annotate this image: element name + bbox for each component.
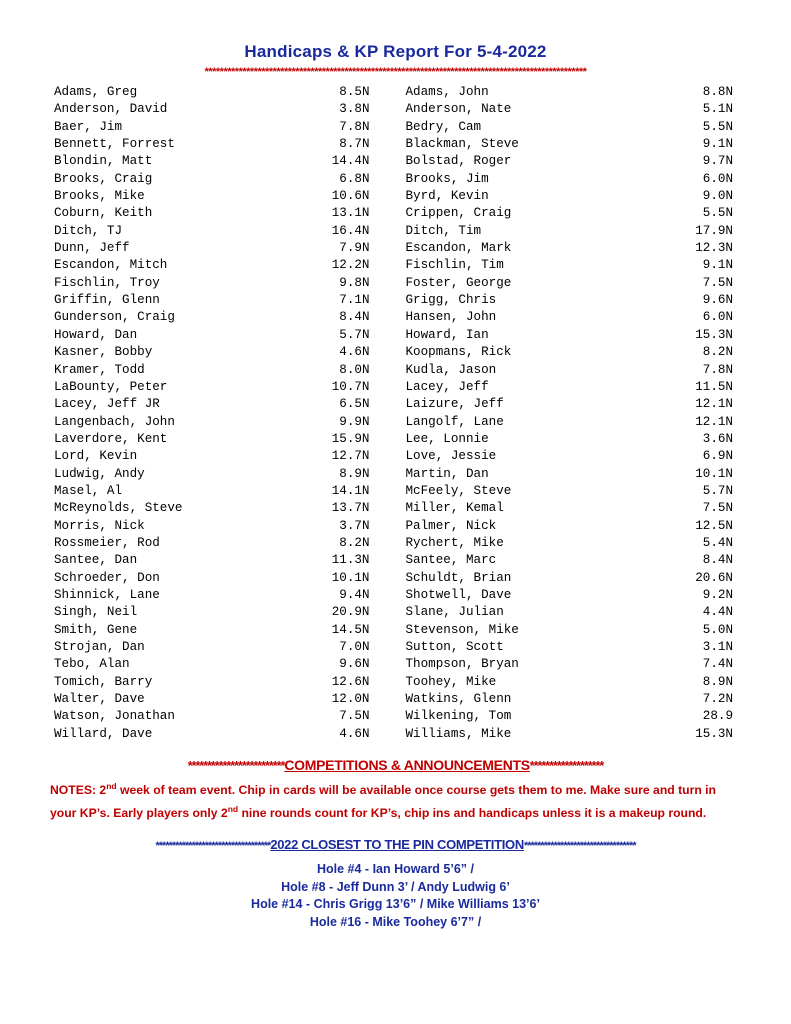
player-handicap: 9.2N bbox=[702, 587, 733, 602]
roster-row bbox=[54, 466, 396, 483]
roster-row bbox=[406, 483, 744, 500]
player-handicap: 12.2N bbox=[331, 258, 370, 273]
player-handicap: 9.0N bbox=[702, 189, 733, 204]
notes-line1-sup: nd bbox=[106, 781, 117, 792]
player-name: Bolstad, Roger bbox=[405, 154, 512, 169]
roster-row bbox=[54, 362, 396, 379]
player-handicap: 5.7N bbox=[702, 483, 733, 498]
player-handicap: 5.7N bbox=[339, 327, 370, 342]
player-handicap: 5.5N bbox=[702, 119, 733, 134]
player-name: Shinnick, Lane bbox=[54, 587, 160, 602]
roster-row bbox=[54, 691, 396, 708]
player-name: Miller, Kemal bbox=[405, 501, 504, 516]
roster-row bbox=[54, 101, 396, 118]
player-name: Strojan, Dan bbox=[54, 640, 145, 654]
player-handicap: 16.4N bbox=[331, 223, 370, 238]
competitions-stars-left: ************************* bbox=[187, 759, 285, 774]
player-name: Anderson, Nate bbox=[405, 102, 512, 117]
player-handicap: 9.6N bbox=[339, 657, 370, 672]
notes-line1-a: 2 bbox=[96, 783, 107, 798]
roster-row bbox=[54, 587, 396, 604]
player-name: Santee, Dan bbox=[54, 553, 138, 568]
roster-row bbox=[406, 656, 744, 673]
player-name: Wilkening, Tom bbox=[405, 709, 512, 724]
player-handicap: 7.5N bbox=[702, 501, 733, 516]
player-handicap: 4.4N bbox=[702, 605, 733, 620]
roster-row bbox=[54, 379, 396, 396]
notes-line1-b: week of team event. Chip in cards will be available once course gets them to me. Make sure and turn in bbox=[116, 783, 717, 798]
roster-row bbox=[406, 396, 744, 413]
player-name: Brooks, Jim bbox=[405, 171, 489, 186]
roster-row bbox=[406, 500, 744, 517]
player-name: Anderson, David bbox=[54, 102, 168, 117]
notes-block bbox=[48, 777, 743, 823]
roster-row bbox=[54, 257, 396, 274]
player-name: McReynolds, Steve bbox=[54, 501, 183, 516]
notes-line2-b: nine rounds count for KP’s, chip ins and handicaps unless it is a makeup round. bbox=[238, 806, 707, 821]
player-handicap: 8.9N bbox=[339, 466, 370, 481]
handicap-roster bbox=[48, 84, 743, 743]
player-handicap: 13.1N bbox=[331, 206, 370, 221]
roster-row bbox=[54, 153, 396, 170]
roster-row bbox=[406, 379, 744, 396]
roster-row bbox=[54, 205, 396, 222]
roster-row bbox=[54, 708, 396, 725]
player-name: Ludwig, Andy bbox=[54, 466, 145, 481]
player-handicap: 9.1N bbox=[702, 137, 733, 152]
player-name: Bedry, Cam bbox=[405, 119, 482, 134]
player-handicap: 14.5N bbox=[331, 622, 370, 637]
roster-row bbox=[406, 552, 744, 569]
player-name: Coburn, Keith bbox=[54, 206, 153, 221]
roster-row bbox=[406, 205, 744, 222]
player-name: Gunderson, Craig bbox=[54, 310, 175, 325]
player-handicap: 12.5N bbox=[695, 518, 733, 533]
roster-row bbox=[54, 552, 396, 569]
notes-line-1 bbox=[50, 777, 741, 800]
player-name: Ditch, TJ bbox=[54, 223, 123, 238]
player-name: Masel, Al bbox=[54, 483, 123, 498]
player-handicap: 10.6N bbox=[331, 189, 370, 204]
ctp-stars-right: ********************************** bbox=[523, 840, 636, 853]
ctp-entry: Hole #4 - Ian Howard 5’6” / bbox=[317, 862, 474, 877]
roster-row bbox=[54, 327, 396, 344]
roster-row bbox=[54, 604, 396, 621]
player-handicap: 10.1N bbox=[695, 466, 733, 481]
ctp-header bbox=[48, 837, 743, 852]
roster-row bbox=[54, 119, 396, 136]
player-name: Palmer, Nick bbox=[405, 518, 497, 533]
roster-row bbox=[406, 275, 744, 292]
player-handicap: 12.1N bbox=[695, 397, 733, 412]
player-name: Escandon, Mitch bbox=[54, 258, 168, 273]
player-name: Griffin, Glenn bbox=[54, 293, 160, 308]
player-name: Lacey, Jeff JR bbox=[54, 397, 160, 412]
player-handicap: 12.3N bbox=[695, 241, 733, 256]
player-handicap: 11.3N bbox=[331, 553, 370, 568]
player-handicap: 7.5N bbox=[339, 709, 370, 724]
player-name: Howard, Ian bbox=[405, 327, 489, 342]
roster-row bbox=[54, 448, 396, 465]
player-name: Fischlin, Troy bbox=[54, 275, 160, 290]
player-handicap: 28.9 bbox=[702, 709, 733, 724]
roster-row bbox=[406, 362, 744, 379]
ctp-entry: Hole #14 - Chris Grigg 13’6” / Mike Williams 13’6’ bbox=[251, 897, 540, 912]
player-handicap: 5.0N bbox=[702, 622, 733, 637]
player-handicap: 6.8N bbox=[339, 171, 370, 186]
player-name: Ditch, Tim bbox=[405, 223, 482, 238]
player-name: Morris, Nick bbox=[54, 518, 145, 533]
roster-row bbox=[406, 431, 744, 448]
player-handicap: 7.5N bbox=[702, 275, 733, 290]
notes-label: NOTES: bbox=[50, 783, 97, 798]
player-handicap: 8.8N bbox=[702, 85, 733, 99]
roster-row bbox=[406, 622, 744, 639]
player-handicap: 7.4N bbox=[702, 657, 733, 672]
ctp-heading-text: 2022 CLOSEST TO THE PIN COMPETITION bbox=[270, 837, 524, 853]
player-handicap: 9.6N bbox=[702, 293, 733, 308]
notes-line2-sup: nd bbox=[227, 804, 239, 815]
roster-row bbox=[406, 223, 744, 240]
notes-line2-a: your KP’s. Early players only 2 bbox=[50, 806, 228, 821]
roster-row bbox=[54, 674, 396, 691]
roster-row bbox=[54, 223, 396, 240]
player-handicap: 3.6N bbox=[702, 431, 733, 446]
player-handicap: 6.0N bbox=[702, 171, 733, 186]
player-name: Dunn, Jeff bbox=[54, 241, 130, 256]
roster-row bbox=[406, 570, 744, 587]
player-handicap: 20.9N bbox=[331, 605, 370, 620]
roster-row bbox=[54, 292, 396, 309]
player-name: Langolf, Lane bbox=[405, 414, 504, 429]
player-handicap: 8.2N bbox=[339, 535, 370, 550]
roster-row bbox=[54, 431, 396, 448]
player-name: Watkins, Glenn bbox=[405, 692, 512, 707]
player-handicap: 5.4N bbox=[702, 535, 733, 550]
player-name: Grigg, Chris bbox=[405, 293, 497, 308]
player-handicap: 8.4N bbox=[702, 553, 733, 568]
roster-row bbox=[54, 570, 396, 587]
player-name: Blondin, Matt bbox=[54, 154, 153, 169]
roster-row bbox=[406, 344, 744, 361]
player-name: McFeely, Steve bbox=[405, 483, 512, 498]
player-handicap: 17.9N bbox=[695, 223, 733, 238]
player-name: Shotwell, Dave bbox=[405, 587, 512, 602]
player-handicap: 8.5N bbox=[339, 85, 370, 99]
player-handicap: 7.9N bbox=[339, 241, 370, 256]
player-handicap: 6.5N bbox=[339, 397, 370, 412]
roster-row bbox=[54, 84, 396, 101]
player-handicap: 8.2N bbox=[702, 345, 733, 360]
player-name: Lacey, Jeff bbox=[405, 379, 489, 394]
player-name: Tebo, Alan bbox=[54, 657, 130, 672]
player-handicap: 12.7N bbox=[331, 449, 370, 464]
player-handicap: 12.0N bbox=[331, 692, 370, 707]
player-name: Howard, Dan bbox=[54, 327, 138, 342]
player-handicap: 7.2N bbox=[702, 692, 733, 707]
player-name: Toohey, Mike bbox=[405, 674, 497, 689]
roster-row bbox=[406, 171, 744, 188]
player-handicap: 5.1N bbox=[702, 102, 733, 117]
player-name: Escandon, Mark bbox=[405, 241, 512, 256]
player-handicap: 14.4N bbox=[331, 154, 370, 169]
competitions-stars-right: ******************* bbox=[529, 759, 604, 774]
player-name: Martin, Dan bbox=[405, 466, 489, 481]
roster-row bbox=[406, 240, 744, 257]
player-name: Singh, Neil bbox=[54, 605, 138, 620]
roster-column-right bbox=[396, 84, 744, 743]
roster-row bbox=[406, 188, 744, 205]
player-name: Tomich, Barry bbox=[54, 674, 153, 689]
player-name: Sutton, Scott bbox=[405, 640, 504, 654]
player-handicap: 3.7N bbox=[339, 518, 370, 533]
roster-row bbox=[54, 518, 396, 535]
player-handicap: 5.5N bbox=[702, 206, 733, 221]
player-name: Kramer, Todd bbox=[54, 362, 145, 377]
player-handicap: 8.4N bbox=[339, 310, 370, 325]
roster-row bbox=[54, 275, 396, 292]
roster-row bbox=[406, 153, 744, 170]
roster-row bbox=[406, 292, 744, 309]
roster-row bbox=[54, 483, 396, 500]
player-handicap: 7.1N bbox=[339, 293, 370, 308]
roster-row bbox=[406, 101, 744, 118]
player-handicap: 15.9N bbox=[331, 431, 370, 446]
player-name: Adams, John bbox=[405, 85, 489, 99]
roster-row bbox=[54, 188, 396, 205]
ctp-entry: Hole #16 - Mike Toohey 6’7” / bbox=[309, 914, 482, 929]
player-name: Fischlin, Tim bbox=[405, 258, 504, 273]
roster-row bbox=[406, 691, 744, 708]
roster-row bbox=[54, 656, 396, 673]
player-name: Watson, Jonathan bbox=[54, 709, 175, 724]
player-handicap: 12.6N bbox=[331, 674, 370, 689]
player-name: Kasner, Bobby bbox=[54, 345, 153, 360]
roster-row bbox=[406, 257, 744, 274]
page-title: Handicaps & KP Report For 5-4-2022 bbox=[244, 42, 547, 61]
roster-row bbox=[406, 604, 744, 621]
roster-row bbox=[406, 448, 744, 465]
player-name: Brooks, Craig bbox=[54, 171, 153, 186]
roster-row bbox=[406, 587, 744, 604]
roster-row bbox=[406, 726, 744, 743]
player-handicap: 9.8N bbox=[339, 275, 370, 290]
player-name: Rossmeier, Rod bbox=[54, 535, 160, 550]
roster-row bbox=[54, 535, 396, 552]
roster-row bbox=[406, 84, 744, 101]
roster-row bbox=[54, 639, 396, 656]
player-name: Laizure, Jeff bbox=[405, 397, 504, 412]
roster-row bbox=[406, 708, 744, 725]
player-name: Baer, Jim bbox=[54, 119, 123, 134]
roster-row bbox=[54, 171, 396, 188]
roster-row bbox=[54, 622, 396, 639]
player-name: Crippen, Craig bbox=[405, 206, 512, 221]
player-handicap: 8.9N bbox=[702, 674, 733, 689]
player-handicap: 10.1N bbox=[331, 570, 370, 585]
player-handicap: 15.3N bbox=[695, 726, 733, 741]
roster-row bbox=[406, 414, 744, 431]
player-name: Schuldt, Brian bbox=[405, 570, 512, 585]
player-name: Slane, Julian bbox=[405, 605, 504, 620]
player-name: Lord, Kevin bbox=[54, 449, 138, 464]
player-handicap: 8.0N bbox=[339, 362, 370, 377]
player-name: Lee, Lonnie bbox=[405, 431, 489, 446]
roster-row bbox=[406, 518, 744, 535]
roster-column-left bbox=[48, 84, 396, 743]
player-handicap: 15.3N bbox=[695, 327, 733, 342]
ctp-entry: Hole #8 - Jeff Dunn 3’ / Andy Ludwig 6’ bbox=[281, 879, 510, 894]
player-handicap: 9.9N bbox=[339, 414, 370, 429]
player-name: Hansen, John bbox=[405, 310, 497, 325]
player-name: Langenbach, John bbox=[54, 414, 175, 429]
player-name: Brooks, Mike bbox=[54, 189, 145, 204]
player-name: Thompson, Bryan bbox=[405, 657, 519, 672]
player-name: Adams, Greg bbox=[54, 85, 138, 99]
player-handicap: 4.6N bbox=[339, 345, 370, 360]
ctp-stars-left: *********************************** bbox=[155, 840, 271, 853]
roster-row bbox=[406, 136, 744, 153]
player-handicap: 11.5N bbox=[695, 379, 733, 394]
player-name: Smith, Gene bbox=[54, 622, 138, 637]
ctp-entries bbox=[48, 861, 743, 931]
notes-line-2 bbox=[50, 800, 741, 823]
roster-row bbox=[406, 327, 744, 344]
roster-row bbox=[406, 309, 744, 326]
player-handicap: 14.1N bbox=[331, 483, 370, 498]
roster-row bbox=[406, 639, 744, 656]
player-name: Schroeder, Don bbox=[54, 570, 160, 585]
player-handicap: 7.0N bbox=[339, 640, 370, 654]
player-name: Stevenson, Mike bbox=[405, 622, 519, 637]
competitions-header bbox=[48, 757, 743, 773]
player-name: Foster, George bbox=[405, 275, 512, 290]
player-handicap: 13.7N bbox=[331, 501, 370, 516]
player-name: Walter, Dave bbox=[54, 692, 145, 707]
player-handicap: 9.7N bbox=[702, 154, 733, 169]
roster-row bbox=[54, 240, 396, 257]
roster-row bbox=[54, 396, 396, 413]
player-name: Williams, Mike bbox=[405, 726, 512, 741]
divider-top: ***************************************************************************************************** bbox=[204, 67, 587, 77]
competitions-heading-text: COMPETITIONS & ANNOUNCEMENTS bbox=[284, 757, 530, 774]
player-handicap: 3.1N bbox=[702, 640, 733, 654]
player-handicap: 6.9N bbox=[702, 449, 733, 464]
roster-row bbox=[406, 535, 744, 552]
player-name: Byrd, Kevin bbox=[405, 189, 489, 204]
player-name: Bennett, Forrest bbox=[54, 137, 175, 152]
player-handicap: 12.1N bbox=[695, 414, 733, 429]
player-name: Santee, Marc bbox=[405, 553, 497, 568]
roster-row bbox=[54, 309, 396, 326]
player-handicap: 8.7N bbox=[339, 137, 370, 152]
player-handicap: 10.7N bbox=[331, 379, 370, 394]
player-name: Laverdore, Kent bbox=[54, 431, 168, 446]
player-name: Willard, Dave bbox=[54, 726, 153, 741]
player-name: Rychert, Mike bbox=[405, 535, 504, 550]
roster-row bbox=[54, 414, 396, 431]
player-handicap: 9.4N bbox=[339, 587, 370, 602]
roster-row bbox=[54, 500, 396, 517]
player-name: Love, Jessie bbox=[405, 449, 497, 464]
player-handicap: 6.0N bbox=[702, 310, 733, 325]
player-handicap: 20.6N bbox=[695, 570, 733, 585]
roster-row bbox=[406, 119, 744, 136]
roster-row bbox=[54, 136, 396, 153]
roster-row bbox=[54, 344, 396, 361]
roster-row bbox=[54, 726, 396, 743]
roster-row bbox=[406, 674, 744, 691]
roster-row bbox=[406, 466, 744, 483]
player-handicap: 4.6N bbox=[339, 726, 370, 741]
player-name: Koopmans, Rick bbox=[405, 345, 512, 360]
player-name: Blackman, Steve bbox=[405, 137, 519, 152]
player-name: Kudla, Jason bbox=[405, 362, 497, 377]
player-handicap: 3.8N bbox=[339, 102, 370, 117]
player-handicap: 9.1N bbox=[702, 258, 733, 273]
player-handicap: 7.8N bbox=[339, 119, 370, 134]
player-handicap: 7.8N bbox=[702, 362, 733, 377]
player-name: LaBounty, Peter bbox=[54, 379, 168, 394]
